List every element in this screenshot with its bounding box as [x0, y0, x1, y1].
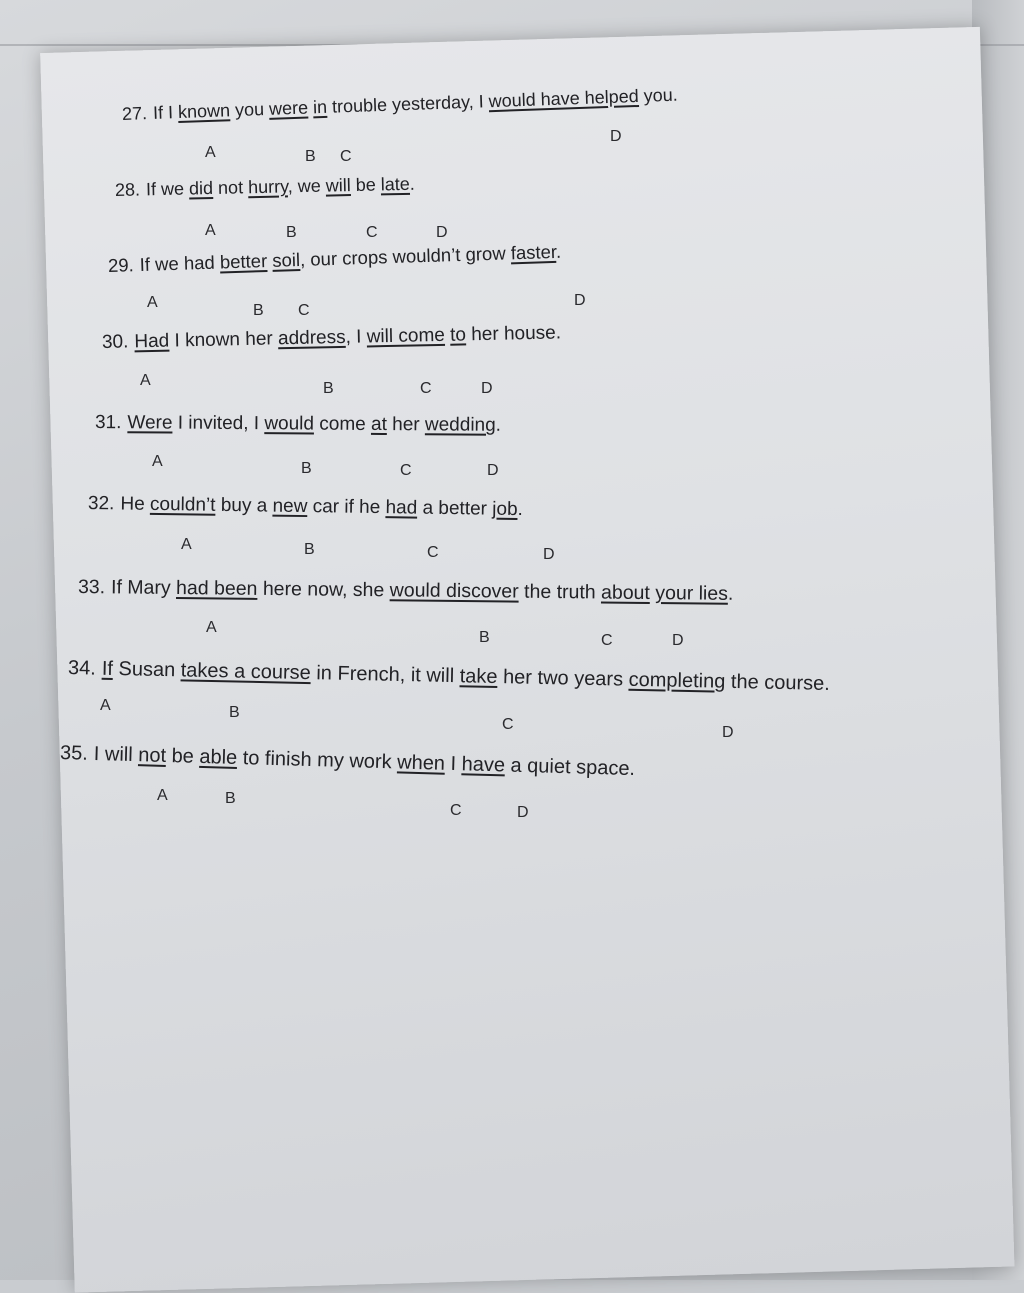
option-label-c: C: [601, 632, 613, 649]
underlined-option-text: new: [272, 495, 308, 518]
sentence-text: , our crops wouldn’t grow: [299, 242, 512, 270]
option-label-c: C: [502, 716, 514, 733]
sentence-text: He: [120, 493, 151, 515]
question-number: 28.: [114, 179, 141, 200]
sentence-text: If we had: [139, 251, 221, 275]
underlined-option-text: hurry: [247, 176, 288, 198]
sentence-text: , I: [345, 326, 367, 348]
underlined-option-text: known: [177, 100, 231, 123]
option-label-b: B: [286, 224, 297, 241]
underlined-option-text: were: [268, 97, 309, 119]
underlined-option-text: wedding: [424, 414, 496, 436]
sentence-text: .: [727, 582, 734, 605]
option-label-b: B: [301, 460, 312, 477]
option-label-c: C: [366, 224, 378, 241]
option-label-c: C: [420, 380, 432, 397]
underlined-option-text: have: [461, 753, 506, 777]
underlined-option-text: address: [277, 326, 346, 350]
sentence-text: I will: [93, 742, 139, 767]
sentence-text: here now, she: [257, 577, 390, 602]
underlined-option-text: Had: [134, 330, 170, 353]
question-number: 31.: [94, 412, 122, 434]
underlined-option-text: late: [380, 173, 411, 195]
sentence-text: I known her: [169, 328, 279, 352]
option-label-b: B: [479, 629, 490, 646]
option-label-c: C: [298, 302, 310, 319]
sentence-text: the course.: [725, 670, 831, 695]
question-number: 29.: [107, 254, 135, 276]
sentence-text: I: [444, 752, 462, 776]
question-31: [95, 412, 501, 437]
sentence-text: .: [409, 173, 416, 194]
question-number: 27.: [121, 103, 148, 124]
option-label-d: D: [574, 292, 586, 309]
question-number: 35.: [59, 742, 89, 765]
option-label-c: C: [427, 544, 439, 561]
option-label-b: B: [304, 541, 315, 558]
option-label-a: A: [100, 697, 111, 714]
option-label-a: A: [152, 453, 163, 470]
option-label-a: A: [206, 619, 217, 636]
underlined-option-text: about: [600, 581, 651, 604]
underlined-option-text: will: [325, 175, 351, 196]
option-label-a: A: [147, 294, 158, 311]
option-label-b: B: [323, 380, 334, 397]
underlined-option-text: will come: [366, 324, 446, 348]
underlined-option-text: to: [449, 324, 467, 346]
sentence-text: you.: [638, 84, 679, 106]
underlined-option-text: better: [219, 250, 268, 273]
underlined-option-text: couldn’t: [149, 493, 216, 516]
option-label-a: A: [157, 787, 168, 804]
option-label-c: C: [340, 148, 352, 165]
sentence-text: I invited, I: [172, 412, 265, 435]
underlined-option-text: had been: [176, 577, 258, 600]
option-label-a: A: [205, 144, 216, 161]
sentence-text: her: [386, 414, 426, 436]
option-label-d: D: [610, 128, 622, 145]
underlined-option-text: your lies: [655, 582, 729, 605]
option-label-c: C: [450, 802, 462, 819]
sentence-text: .: [495, 414, 502, 436]
option-label-b: B: [229, 704, 240, 721]
sentence-text: not: [212, 177, 249, 198]
sentence-text: in French, it will: [310, 662, 460, 688]
underlined-option-text: had: [385, 497, 418, 519]
option-label-d: D: [517, 804, 529, 821]
option-label-d: D: [672, 632, 684, 649]
underlined-option-text: completing: [628, 668, 726, 693]
sentence-text: to finish my work: [236, 746, 398, 774]
underlined-option-text: would discover: [389, 579, 519, 603]
sentence-text: If I: [152, 102, 179, 123]
underlined-option-text: faster: [510, 240, 557, 264]
option-label-a: A: [181, 536, 192, 553]
sentence-text: .: [517, 498, 524, 521]
underlined-option-text: Were: [127, 412, 173, 434]
question-number: 30.: [101, 331, 129, 353]
option-label-d: D: [543, 546, 555, 563]
option-label-a: A: [140, 372, 151, 389]
sentence-text: come: [313, 413, 372, 435]
option-label-b: B: [305, 148, 316, 165]
underlined-option-text: able: [199, 745, 238, 769]
underlined-option-text: If: [101, 657, 114, 680]
sentence-text: If we: [145, 178, 190, 200]
sentence-text: a quiet space.: [504, 754, 636, 781]
underlined-option-text: takes a course: [180, 659, 312, 685]
sentence-text: trouble yesterday, I: [326, 91, 490, 117]
option-label-a: A: [205, 222, 216, 239]
question-number: 34.: [67, 657, 97, 680]
sentence-text: buy a: [215, 494, 273, 517]
option-label-b: B: [225, 790, 236, 807]
sentence-text: car if he: [307, 496, 386, 519]
sentence-text: the truth: [518, 580, 602, 604]
sentence-text: If Mary: [110, 576, 177, 600]
option-label-c: C: [400, 462, 412, 479]
sentence-text: you: [229, 98, 270, 121]
underlined-option-text: job: [492, 498, 518, 520]
underlined-option-text: take: [459, 665, 498, 688]
question-number: 33.: [77, 576, 106, 599]
sentence-text: .: [555, 240, 562, 262]
underlined-option-text: when: [396, 751, 446, 775]
underlined-option-text: soil: [271, 248, 301, 271]
sentence-text: be: [350, 174, 381, 196]
option-label-d: D: [481, 380, 493, 397]
underlined-option-text: at: [370, 413, 387, 436]
question-number: 32.: [87, 493, 115, 515]
sentence-text: her two years: [497, 665, 629, 691]
option-label-d: D: [487, 462, 499, 479]
option-label-b: B: [253, 302, 264, 319]
underlined-option-text: would have helped: [488, 85, 640, 112]
underlined-option-text: in: [312, 96, 328, 118]
sentence-text: , we: [287, 175, 326, 197]
sentence-text: be: [165, 744, 200, 768]
sentence-text: a better: [417, 497, 493, 520]
sentence-text: her house.: [465, 322, 562, 346]
sentence-text: Susan: [112, 657, 181, 682]
option-label-d: D: [722, 724, 734, 741]
underlined-option-text: not: [137, 744, 167, 767]
underlined-option-text: would: [264, 413, 315, 435]
underlined-option-text: did: [188, 177, 214, 199]
option-label-d: D: [436, 224, 448, 241]
